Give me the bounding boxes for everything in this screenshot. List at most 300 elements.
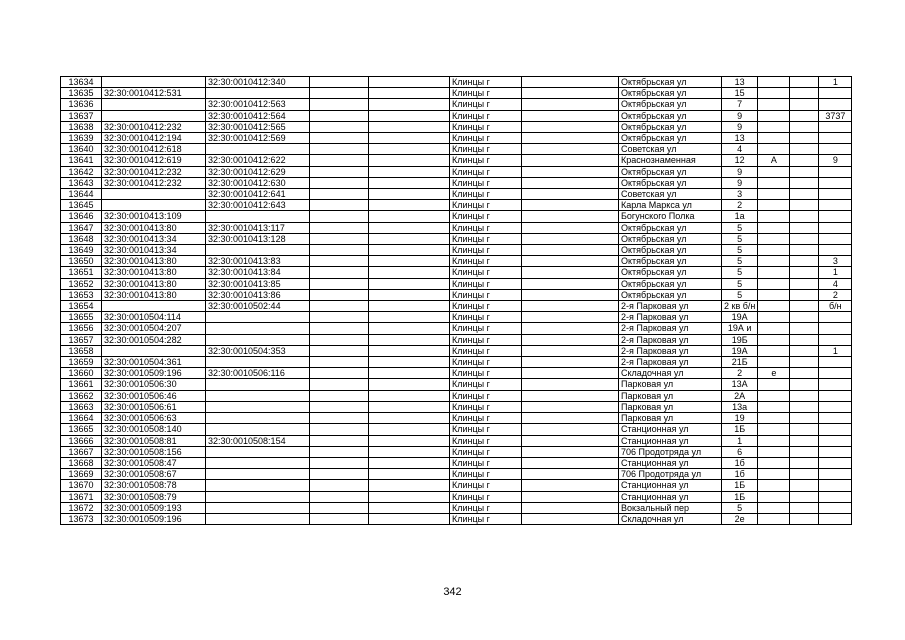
table-row [61,323,852,334]
cell-letter [758,334,790,345]
cell-street: Октябрьская ул [619,267,722,278]
table-row [61,446,852,457]
cell-city: Клинцы г [450,424,522,435]
cell-col-5 [369,88,450,99]
cell-cadastral-number-2: 32:30:0010412:564 [206,110,310,121]
table-row [61,289,852,300]
cell-city: Клинцы г [450,334,522,345]
cell-city: Клинцы г [450,200,522,211]
cell-col-5 [369,177,450,188]
table-row [61,480,852,491]
cell-cadastral-number-1: 32:30:0010504:361 [102,357,206,368]
cell-apartment [819,245,852,256]
cell-letter: е [758,368,790,379]
cell-col-5 [369,357,450,368]
cell-street: Октябрьская ул [619,177,722,188]
table-row [61,469,852,480]
cell-city: Клинцы г [450,435,522,446]
cell-col-11 [790,121,819,132]
cell-city: Клинцы г [450,480,522,491]
cell-row-number: 13644 [61,189,102,200]
table-row [61,189,852,200]
cell-city: Клинцы г [450,446,522,457]
cell-col-4 [310,189,369,200]
cell-city: Клинцы г [450,513,522,524]
cell-row-number: 13642 [61,166,102,177]
cell-house: 15 [722,88,758,99]
cell-col-5 [369,121,450,132]
cell-street: Станционная ул [619,435,722,446]
cell-letter [758,88,790,99]
cell-row-number: 13636 [61,99,102,110]
cell-city: Клинцы г [450,222,522,233]
cell-row-number: 13664 [61,413,102,424]
cell-apartment: 4 [819,278,852,289]
cell-apartment [819,480,852,491]
cell-col-7 [522,446,619,457]
cell-row-number: 13671 [61,491,102,502]
cell-col-4 [310,144,369,155]
cell-street: Октябрьская ул [619,77,722,88]
cell-col-7 [522,110,619,121]
cell-col-11 [790,99,819,110]
cell-letter [758,222,790,233]
cell-house: 9 [722,177,758,188]
cell-apartment: 1 [819,345,852,356]
cell-letter [758,502,790,513]
cell-col-4 [310,155,369,166]
cell-house: 5 [722,256,758,267]
cell-letter [758,200,790,211]
cell-col-4 [310,77,369,88]
cell-letter [758,144,790,155]
cell-col-7 [522,345,619,356]
cell-row-number: 13637 [61,110,102,121]
cell-house: 4 [722,144,758,155]
cell-street: Октябрьская ул [619,222,722,233]
cell-cadastral-number-2 [206,446,310,457]
table-row [61,267,852,278]
cell-apartment [819,401,852,412]
cell-col-7 [522,278,619,289]
cell-cadastral-number-2: 32:30:0010504:353 [206,345,310,356]
cell-cadastral-number-2 [206,379,310,390]
cell-apartment [819,457,852,468]
cell-col-4 [310,480,369,491]
cell-house: 5 [722,245,758,256]
cell-row-number: 13635 [61,88,102,99]
cell-col-11 [790,166,819,177]
cell-cadastral-number-2: 32:30:0010413:84 [206,267,310,278]
cell-col-5 [369,77,450,88]
cell-col-7 [522,99,619,110]
cell-city: Клинцы г [450,379,522,390]
cell-col-5 [369,323,450,334]
cell-row-number: 13654 [61,301,102,312]
cell-col-4 [310,424,369,435]
cell-col-5 [369,99,450,110]
table-row [61,211,852,222]
cell-col-7 [522,256,619,267]
cell-col-5 [369,222,450,233]
cell-col-11 [790,513,819,524]
cell-apartment [819,469,852,480]
table-row [61,222,852,233]
cell-col-5 [369,513,450,524]
cell-street: Октябрьская ул [619,166,722,177]
cell-city: Клинцы г [450,457,522,468]
cell-col-7 [522,435,619,446]
cell-city: Клинцы г [450,323,522,334]
table-row [61,334,852,345]
cell-col-11 [790,424,819,435]
cell-row-number: 13651 [61,267,102,278]
cell-col-7 [522,491,619,502]
cell-city: Клинцы г [450,177,522,188]
cell-col-11 [790,88,819,99]
cell-col-7 [522,289,619,300]
cell-col-7 [522,301,619,312]
cell-cadastral-number-1: 32:30:0010412:194 [102,133,206,144]
cell-cadastral-number-1: 32:30:0010508:81 [102,435,206,446]
cell-col-4 [310,166,369,177]
table-row [61,457,852,468]
cell-col-11 [790,77,819,88]
table-row [61,345,852,356]
cell-col-7 [522,312,619,323]
cell-city: Клинцы г [450,233,522,244]
cell-house: 1Б [722,491,758,502]
cell-street: Октябрьская ул [619,278,722,289]
cell-street: Вокзальный пер [619,502,722,513]
cell-row-number: 13646 [61,211,102,222]
table-row [61,256,852,267]
cell-apartment [819,390,852,401]
cell-house: 2е [722,513,758,524]
cell-street: Октябрьская ул [619,289,722,300]
cell-apartment [819,424,852,435]
cell-row-number: 13641 [61,155,102,166]
cell-col-7 [522,469,619,480]
cell-col-7 [522,77,619,88]
cell-col-11 [790,222,819,233]
cell-col-5 [369,446,450,457]
cell-apartment [819,435,852,446]
cell-house: 1б [722,469,758,480]
cell-cadastral-number-2: 32:30:0010412:629 [206,166,310,177]
cell-cadastral-number-2 [206,88,310,99]
cell-cadastral-number-2: 32:30:0010413:128 [206,233,310,244]
cell-row-number: 13662 [61,390,102,401]
cell-apartment: б/н [819,301,852,312]
cell-row-number: 13653 [61,289,102,300]
cell-row-number: 13647 [61,222,102,233]
cell-col-11 [790,189,819,200]
cell-col-5 [369,144,450,155]
cell-street: Станционная ул [619,424,722,435]
cell-col-7 [522,457,619,468]
cell-letter [758,401,790,412]
cell-apartment [819,513,852,524]
cell-city: Клинцы г [450,245,522,256]
cell-cadastral-number-2 [206,457,310,468]
cell-apartment [819,357,852,368]
cell-cadastral-number-1: 32:30:0010506:30 [102,379,206,390]
cell-city: Клинцы г [450,133,522,144]
cell-letter [758,121,790,132]
cell-house: 1 [722,435,758,446]
cell-city: Клинцы г [450,256,522,267]
cell-col-11 [790,379,819,390]
table-row [61,144,852,155]
cell-city: Клинцы г [450,312,522,323]
cell-letter [758,345,790,356]
cell-col-5 [369,166,450,177]
cell-street: 2-я Парковая ул [619,357,722,368]
cell-cadastral-number-1: 32:30:0010509:193 [102,502,206,513]
cell-apartment [819,502,852,513]
cell-row-number: 13666 [61,435,102,446]
cell-house: 1Б [722,480,758,491]
cell-letter [758,166,790,177]
cell-col-4 [310,121,369,132]
cell-cadastral-number-2 [206,401,310,412]
cell-street: Октябрьская ул [619,88,722,99]
cell-letter [758,301,790,312]
cell-house: 9 [722,166,758,177]
cell-cadastral-number-1 [102,99,206,110]
cell-city: Клинцы г [450,77,522,88]
table-row [61,245,852,256]
cell-city: Клинцы г [450,166,522,177]
cell-house: 5 [722,267,758,278]
cell-street: 2-я Парковая ул [619,301,722,312]
cell-col-7 [522,368,619,379]
cell-cadastral-number-2 [206,469,310,480]
cell-col-5 [369,368,450,379]
cell-col-7 [522,155,619,166]
cell-col-4 [310,457,369,468]
table-row [61,133,852,144]
cell-col-5 [369,502,450,513]
cell-row-number: 13660 [61,368,102,379]
cell-col-4 [310,245,369,256]
table-row [61,166,852,177]
cell-house: 2 [722,200,758,211]
cell-col-4 [310,323,369,334]
cell-cadastral-number-1: 32:30:0010413:80 [102,267,206,278]
cell-cadastral-number-1: 32:30:0010412:618 [102,144,206,155]
cell-cadastral-number-2 [206,357,310,368]
cell-cadastral-number-2: 32:30:0010412:569 [206,133,310,144]
cell-street: Октябрьская ул [619,110,722,121]
cell-apartment [819,211,852,222]
cell-row-number: 13669 [61,469,102,480]
cell-col-11 [790,413,819,424]
cell-col-7 [522,222,619,233]
cell-house: 7 [722,99,758,110]
cell-row-number: 13640 [61,144,102,155]
cell-cadastral-number-1: 32:30:0010508:79 [102,491,206,502]
cell-cadastral-number-2 [206,480,310,491]
cell-col-4 [310,200,369,211]
cell-cadastral-number-1: 32:30:0010508:67 [102,469,206,480]
cell-col-4 [310,222,369,233]
cell-col-11 [790,267,819,278]
cell-col-11 [790,233,819,244]
cell-col-5 [369,110,450,121]
cell-apartment [819,379,852,390]
cell-letter [758,413,790,424]
cell-col-11 [790,435,819,446]
cell-letter [758,446,790,457]
cell-house: 5 [722,233,758,244]
cell-city: Клинцы г [450,110,522,121]
cell-cadastral-number-1 [102,189,206,200]
table-row [61,177,852,188]
cell-cadastral-number-2 [206,144,310,155]
cell-cadastral-number-2: 32:30:0010413:83 [206,256,310,267]
cell-city: Клинцы г [450,289,522,300]
cell-apartment [819,121,852,132]
cell-apartment [819,88,852,99]
cell-col-5 [369,200,450,211]
cell-letter [758,424,790,435]
cell-cadastral-number-2: 32:30:0010412:563 [206,99,310,110]
cell-col-7 [522,334,619,345]
cell-row-number: 13659 [61,357,102,368]
cell-house: 5 [722,278,758,289]
cell-col-5 [369,345,450,356]
cell-col-4 [310,267,369,278]
cell-apartment [819,133,852,144]
cell-letter [758,211,790,222]
cell-city: Клинцы г [450,144,522,155]
cell-col-11 [790,502,819,513]
table-row [61,379,852,390]
table-row [61,88,852,99]
cell-cadastral-number-1: 32:30:0010412:619 [102,155,206,166]
cell-letter [758,77,790,88]
cell-col-11 [790,110,819,121]
cell-row-number: 13657 [61,334,102,345]
cell-apartment [819,144,852,155]
cell-col-4 [310,491,369,502]
cell-cadastral-number-2 [206,334,310,345]
cell-house: 1а [722,211,758,222]
cell-row-number: 13655 [61,312,102,323]
cell-col-5 [369,301,450,312]
cell-row-number: 13656 [61,323,102,334]
cell-col-11 [790,401,819,412]
table-row [61,99,852,110]
table-row [61,424,852,435]
cell-letter [758,513,790,524]
cell-row-number: 13648 [61,233,102,244]
table-row [61,502,852,513]
cell-apartment [819,491,852,502]
table-row [61,435,852,446]
cell-letter [758,233,790,244]
cell-col-11 [790,155,819,166]
cell-city: Клинцы г [450,121,522,132]
cell-street: Станционная ул [619,480,722,491]
cell-letter [758,469,790,480]
table-row [61,121,852,132]
cell-col-4 [310,334,369,345]
cell-col-7 [522,390,619,401]
cell-city: Клинцы г [450,345,522,356]
cell-letter [758,133,790,144]
cell-cadastral-number-2 [206,424,310,435]
cell-city: Клинцы г [450,413,522,424]
cell-city: Клинцы г [450,99,522,110]
cell-letter [758,278,790,289]
cell-street: Складочная ул [619,368,722,379]
cell-city: Клинцы г [450,390,522,401]
cell-col-7 [522,233,619,244]
cell-city: Клинцы г [450,357,522,368]
cell-city: Клинцы г [450,189,522,200]
table-row [61,491,852,502]
cell-row-number: 13639 [61,133,102,144]
cell-row-number: 13672 [61,502,102,513]
cell-street: Советская ул [619,144,722,155]
cell-street: Парковая ул [619,401,722,412]
cell-col-4 [310,88,369,99]
cell-row-number: 13649 [61,245,102,256]
cell-cadastral-number-1: 32:30:0010508:140 [102,424,206,435]
cell-cadastral-number-2: 32:30:0010413:85 [206,278,310,289]
cell-col-5 [369,289,450,300]
cell-cadastral-number-1: 32:30:0010504:207 [102,323,206,334]
cell-col-7 [522,166,619,177]
cell-col-7 [522,413,619,424]
cell-house: 9 [722,110,758,121]
cell-cadastral-number-2 [206,513,310,524]
cell-cadastral-number-2: 32:30:0010412:340 [206,77,310,88]
cell-city: Клинцы г [450,88,522,99]
table-row [61,390,852,401]
cell-cadastral-number-1: 32:30:0010504:114 [102,312,206,323]
cell-letter [758,435,790,446]
cell-row-number: 13652 [61,278,102,289]
cell-col-5 [369,491,450,502]
cell-col-11 [790,491,819,502]
cell-cadastral-number-1: 32:30:0010506:46 [102,390,206,401]
cell-letter [758,245,790,256]
cell-street: Октябрьская ул [619,99,722,110]
cell-col-7 [522,513,619,524]
cell-col-4 [310,278,369,289]
cell-apartment [819,189,852,200]
cell-city: Клинцы г [450,401,522,412]
cell-col-4 [310,357,369,368]
cell-letter [758,457,790,468]
cell-street: Карла Маркса ул [619,200,722,211]
cell-letter [758,289,790,300]
cell-col-11 [790,457,819,468]
cell-col-5 [369,267,450,278]
cell-cadastral-number-2: 32:30:0010413:117 [206,222,310,233]
table-row [61,200,852,211]
cell-apartment [819,177,852,188]
cell-col-4 [310,345,369,356]
cell-street: Октябрьская ул [619,245,722,256]
cell-col-4 [310,446,369,457]
page-number: 342 [443,586,462,598]
cell-house: 5 [722,222,758,233]
